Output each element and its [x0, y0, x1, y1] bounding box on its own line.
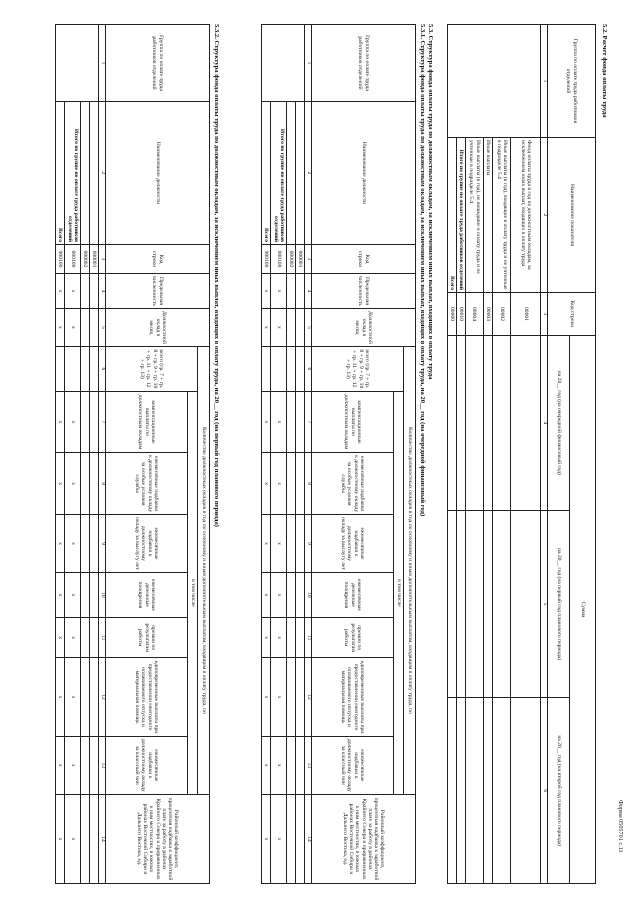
s2-x: x	[65, 618, 80, 658]
s2-head-c10: ежемесячные денежные поощрения	[106, 572, 188, 617]
s1-colnum: 14	[305, 795, 312, 884]
s2-cell[interactable]	[80, 736, 89, 794]
s2-total-code: 900100	[56, 245, 65, 274]
s1-head-c13: ежемесячные надбавки к должностному окладу за классный чин	[312, 736, 394, 794]
s2-x: x	[65, 572, 80, 617]
s2-cell[interactable]	[89, 453, 98, 515]
s1-head-c9: ежемесячные надбавки к должностному окладу за выслугу лет	[312, 515, 394, 573]
s1-position-cell[interactable]	[286, 102, 295, 245]
s1-colnum: 2	[305, 102, 312, 245]
s2-position-cell[interactable]	[89, 102, 98, 245]
s1-head-position: Наименование должности	[312, 102, 416, 245]
t52-head-year3: на 20__ год (на второй год планового периода)	[548, 698, 570, 884]
t52-cell[interactable]	[456, 336, 465, 511]
s1-cell[interactable]	[295, 391, 304, 452]
s1-cell[interactable]	[286, 795, 295, 884]
s2-cell[interactable]	[89, 618, 98, 658]
s2-cell[interactable]	[89, 346, 98, 391]
table-532	[55, 24, 210, 884]
s1-x: x	[262, 618, 271, 658]
t52-cell[interactable]	[493, 698, 511, 884]
s1-cell[interactable]	[286, 309, 295, 347]
s2-head-c14: Районный коэффициент, процентная надбавка к заработной плате за работу в районах Крайнего Севера и приравненных к ним местностях, в южных районах Восточной Сибири и Дальнего Востока, ед.	[106, 795, 210, 884]
s1-x: x	[262, 795, 271, 884]
s2-x: x	[65, 274, 80, 309]
s2-cell[interactable]	[80, 658, 89, 736]
s2-cell[interactable]	[89, 736, 98, 794]
s2-row-code: 000002	[80, 245, 89, 274]
s1-cell[interactable]	[295, 736, 304, 794]
s2-cell[interactable]	[89, 572, 98, 617]
t52-cell[interactable]	[493, 510, 511, 698]
t52-colnum: 5	[541, 510, 548, 698]
s1-x: x	[271, 736, 286, 794]
s1-group-cell[interactable]	[262, 25, 305, 102]
t52-cell[interactable]	[511, 336, 541, 511]
s1-colnum: 6	[305, 346, 312, 391]
s2-head-headcount: Предельная численность	[106, 274, 210, 309]
s2-colnum: 11	[99, 618, 106, 658]
s1-colnum: 11	[305, 618, 312, 658]
s1-cell[interactable]	[286, 658, 295, 736]
s2-x: x	[65, 658, 80, 736]
s1-cell[interactable]	[286, 736, 295, 794]
s1-colnum: 5	[305, 309, 312, 347]
t52-head-sum: Сумма	[570, 336, 596, 884]
s1-cell[interactable]	[271, 346, 286, 391]
t52-head-year2: на 20__ год (на первый год планового периода)	[548, 510, 570, 698]
s2-head-total: всего (гр. 7 + гр. 8 + гр. 9 + гр. 10 + гр. 11 + гр. 12 + гр. 13)	[106, 346, 198, 391]
s2-colnum: 14	[99, 795, 106, 884]
s2-head-payments: Количество должностных окладов в год по основному и иным дополнительным выплатам, входящим в оплату труда, по	[198, 346, 210, 794]
s1-subtotal-code: 000100	[271, 245, 286, 274]
s1-cell[interactable]	[286, 391, 295, 452]
s1-colnum: 7	[305, 391, 312, 452]
s2-cell[interactable]	[80, 309, 89, 347]
s1-x: x	[262, 453, 271, 515]
s1-cell[interactable]	[295, 658, 304, 736]
s2-cell[interactable]	[80, 274, 89, 309]
s1-head-payments: Количество должностных окладов в год по основному и иным дополнительным выплатам, входящим в оплату труда, по	[404, 346, 416, 794]
section-52-title: 5.2. Расчет фонда оплаты труда	[601, 24, 608, 118]
s1-cell[interactable]	[295, 274, 304, 309]
t52-row-name: Иные выплаты (в год), не вошедшие в оплату труда и не учтенные в подразделе 5.4	[465, 138, 483, 293]
s1-cell[interactable]	[286, 346, 295, 391]
s1-x: x	[262, 736, 271, 794]
s2-x: x	[56, 309, 65, 347]
s1-head-headcount: Предельная численность	[312, 274, 416, 309]
t52-cell[interactable]	[483, 698, 492, 884]
s2-colnum: 10	[99, 572, 106, 617]
s1-head-c14: Районный коэффициент, процентная надбавка к заработной плате за работу в районах Крайнего Севера и приравненных к ним местностях, в южных районах Восточной Сибири и Дальнего Востока, ед.	[312, 795, 416, 884]
s1-cell[interactable]	[286, 618, 295, 658]
s1-cell[interactable]	[262, 346, 271, 391]
s2-colnum: 8	[99, 453, 106, 515]
s2-total-label: Всего	[56, 102, 65, 245]
t52-head-code: Код строки	[548, 293, 596, 336]
s1-head-c8: ежемесячные надбавки к должностному окладу за особые условия службы	[312, 453, 394, 515]
s2-head-c7: компенсационные выплаты по должностным окладам	[106, 391, 188, 452]
s1-colnum: 8	[305, 453, 312, 515]
t52-row-name: Иные выплаты (в год), входящие в оплату труда и не учтенные в подразделе 5.4	[493, 138, 511, 293]
s1-position-cell[interactable]	[295, 102, 304, 245]
t52-cell[interactable]	[456, 510, 465, 698]
t52-cell[interactable]	[465, 698, 483, 884]
s1-cell[interactable]	[295, 309, 304, 347]
s2-head-c9: ежемесячные надбавки к должностному окладу за выслугу лет	[106, 515, 188, 573]
s2-x: x	[56, 572, 65, 617]
s2-cell[interactable]	[80, 795, 89, 884]
s2-cell[interactable]	[89, 658, 98, 736]
s1-cell[interactable]	[286, 274, 295, 309]
t52-cell[interactable]	[511, 698, 541, 884]
s2-colnum: 2	[99, 102, 106, 245]
s2-colnum: 6	[99, 346, 106, 391]
t52-cell[interactable]	[493, 336, 511, 511]
s2-colnum: 12	[99, 658, 106, 736]
s2-head-group: Группа по оплате труда работников отделений	[106, 25, 210, 102]
t52-row-code: 00001	[511, 293, 541, 336]
s1-x: x	[262, 309, 271, 347]
s2-cell[interactable]	[56, 346, 65, 391]
s2-position-cell[interactable]	[80, 102, 89, 245]
s1-x: x	[271, 391, 286, 452]
t52-row-name: Фонд оплаты труда в год по должностным окладам, за исключением иных выплат, входящих в оплату труда	[511, 138, 541, 293]
s1-head-inthat: в том числе	[394, 391, 404, 794]
s2-head-inthat: в том числе	[188, 391, 198, 794]
s2-x: x	[56, 391, 65, 452]
s1-row-code: 000002	[286, 245, 295, 274]
s2-cell[interactable]	[80, 346, 89, 391]
s2-colnum: 4	[99, 274, 106, 309]
table-52	[447, 24, 596, 884]
s1-x: x	[271, 618, 286, 658]
s2-cell[interactable]	[80, 572, 89, 617]
t52-row-name: Всего	[447, 138, 456, 293]
section-53-title: 5.3. Структура фонда оплаты труда по должностным окладам, за исключением иных выплат, входящих в оплату труда	[427, 24, 434, 380]
t52-colnum: 1	[541, 25, 548, 138]
s1-total-label: Всего	[262, 102, 271, 245]
s1-colnum: 10	[305, 572, 312, 617]
s1-head-salary: Должностной оклад в месяц	[312, 309, 416, 347]
s2-x: x	[56, 736, 65, 794]
t52-row-name: Итого по группе по оплате труда работников отделений	[456, 138, 465, 293]
t52-colnum: 3	[541, 293, 548, 336]
s2-colnum: 7	[99, 391, 106, 452]
s1-colnum: 12	[305, 658, 312, 736]
s1-x: x	[271, 795, 286, 884]
s1-x: x	[271, 658, 286, 736]
s2-head-salary: Должностной оклад в месяц	[106, 309, 210, 347]
s1-head-total: всего (гр. 7 + гр. 8 + гр. 9 + гр. 10 + гр. 11 + гр. 12 + гр. 13)	[312, 346, 404, 391]
s2-x: x	[56, 658, 65, 736]
s1-head-code: Код строки	[312, 245, 416, 274]
s2-x: x	[56, 795, 65, 884]
t52-cell[interactable]	[447, 698, 456, 884]
t52-cell[interactable]	[447, 510, 456, 698]
s1-x: x	[262, 515, 271, 573]
s1-colnum: 4	[305, 274, 312, 309]
s2-head-c13: ежемесячные надбавки к должностному окладу за классный чин	[106, 736, 188, 794]
s2-head-c11: премии по результатам работы	[106, 618, 188, 658]
s2-group-cell[interactable]	[56, 25, 99, 102]
s2-cell[interactable]	[89, 309, 98, 347]
t52-colnum: 2	[541, 138, 548, 293]
s1-head-c7: компенсационные выплаты по должностным окладам	[312, 391, 394, 452]
s2-x: x	[65, 736, 80, 794]
s2-cell[interactable]	[89, 795, 98, 884]
s2-colnum: 1	[99, 25, 106, 102]
s2-head-c8: ежемесячные надбавки к должностному окладу за особые условия службы	[106, 453, 188, 515]
s1-x: x	[262, 658, 271, 736]
t52-row-code: 00000	[447, 293, 456, 336]
s2-head-code: Код строки	[106, 245, 210, 274]
s2-cell[interactable]	[80, 391, 89, 452]
s2-cell[interactable]	[80, 453, 89, 515]
s2-colnum: 13	[99, 736, 106, 794]
s2-x: x	[56, 618, 65, 658]
s1-row-code: 000001	[295, 245, 304, 274]
s2-colnum: 9	[99, 515, 106, 573]
s2-colnum: 5	[99, 309, 106, 347]
s2-cell[interactable]	[80, 515, 89, 573]
t52-cell[interactable]	[465, 336, 483, 511]
section-531-title: 5.3.1. Структура фонда оплаты труда по должностным окладам, за исключением иных выплат, входящих в оплату труда, на 20__ год (на очередной финансовый год)	[419, 24, 426, 517]
s1-x: x	[271, 274, 286, 309]
t52-group-cell[interactable]	[447, 25, 540, 138]
s1-cell[interactable]	[295, 453, 304, 515]
s2-x: x	[56, 515, 65, 573]
s1-head-group: Группа по оплате труда работников отделений	[312, 25, 416, 102]
s1-subtotal-label: Итого по группе по оплате труда работников отделений	[271, 102, 286, 245]
t52-row-code: 00003	[483, 293, 492, 336]
t52-cell[interactable]	[483, 510, 492, 698]
s2-head-c12: единовременные выплаты при предоставлении ежегодного оплачиваемого отпуска и материальная помощь	[106, 658, 188, 736]
s2-x: x	[65, 391, 80, 452]
s1-colnum: 13	[305, 736, 312, 794]
t52-row-name: Иные выплаты	[483, 138, 492, 293]
s1-cell[interactable]	[295, 618, 304, 658]
t52-head-group: Группа по оплате труда работников отделений	[548, 25, 596, 138]
s1-x: x	[271, 309, 286, 347]
t52-colnum: 4	[541, 336, 548, 511]
s2-x: x	[65, 309, 80, 347]
s2-cell[interactable]	[89, 274, 98, 309]
s1-cell[interactable]	[295, 515, 304, 573]
t52-cell[interactable]	[456, 698, 465, 884]
s2-colnum: 3	[99, 245, 106, 274]
section-532-title: 5.3.2. Структура фонда оплаты труда по должностным окладам, за исключением иных выплат, входящих в оплату труда, на 20__ год (на первый год планового периода)	[213, 24, 220, 528]
s2-head-position: Наименование должности	[106, 102, 210, 245]
t52-colnum: 6	[541, 698, 548, 884]
s1-head-c12: единовременные выплаты при предоставлении ежегодного оплачиваемого отпуска и материальная помощь	[312, 658, 394, 736]
s1-x: x	[271, 515, 286, 573]
s2-cell[interactable]	[80, 618, 89, 658]
s1-x: x	[262, 391, 271, 452]
s1-x: x	[262, 274, 271, 309]
s1-head-c11: премии по результатам работы	[312, 618, 394, 658]
t52-row-code: 00010	[456, 293, 465, 336]
t52-head-name: Наименование показателя	[548, 138, 596, 293]
t52-cell[interactable]	[465, 510, 483, 698]
t52-cell[interactable]	[511, 510, 541, 698]
s2-row-code: 000001	[89, 245, 98, 274]
s1-cell[interactable]	[286, 453, 295, 515]
t52-cell[interactable]	[447, 336, 456, 511]
t52-head-year1: на 20__ год (на очередной финансовый год)	[548, 336, 570, 511]
s1-head-c10: ежемесячные денежные поощрения	[312, 572, 394, 617]
s2-x: x	[56, 274, 65, 309]
s2-x: x	[65, 453, 80, 515]
s2-cell[interactable]	[89, 515, 98, 573]
s1-cell[interactable]	[286, 515, 295, 573]
form-label: Форма 0505701 с.11	[617, 800, 624, 853]
s1-x: x	[271, 453, 286, 515]
s1-cell[interactable]	[295, 795, 304, 884]
s2-cell[interactable]	[65, 346, 80, 391]
s2-subtotal-code: 000100	[65, 245, 80, 274]
s2-x: x	[56, 453, 65, 515]
s1-cell[interactable]	[295, 572, 304, 617]
s1-x: x	[262, 572, 271, 617]
s2-subtotal-label: Итого по группе по оплате труда работников отделений	[65, 102, 80, 245]
t52-cell[interactable]	[483, 336, 492, 511]
s1-colnum: 1	[305, 25, 312, 102]
t52-row-code: 00002	[493, 293, 511, 336]
s1-x: x	[271, 572, 286, 617]
s2-x: x	[65, 795, 80, 884]
s2-cell[interactable]	[89, 391, 98, 452]
s2-x: x	[65, 515, 80, 573]
s1-colnum: 9	[305, 515, 312, 573]
t52-row-code: 00004	[465, 293, 483, 336]
s1-colnum: 3	[305, 245, 312, 274]
s1-cell[interactable]	[295, 346, 304, 391]
s1-cell[interactable]	[286, 572, 295, 617]
s1-total-code: 900100	[262, 245, 271, 274]
table-531	[261, 24, 416, 884]
